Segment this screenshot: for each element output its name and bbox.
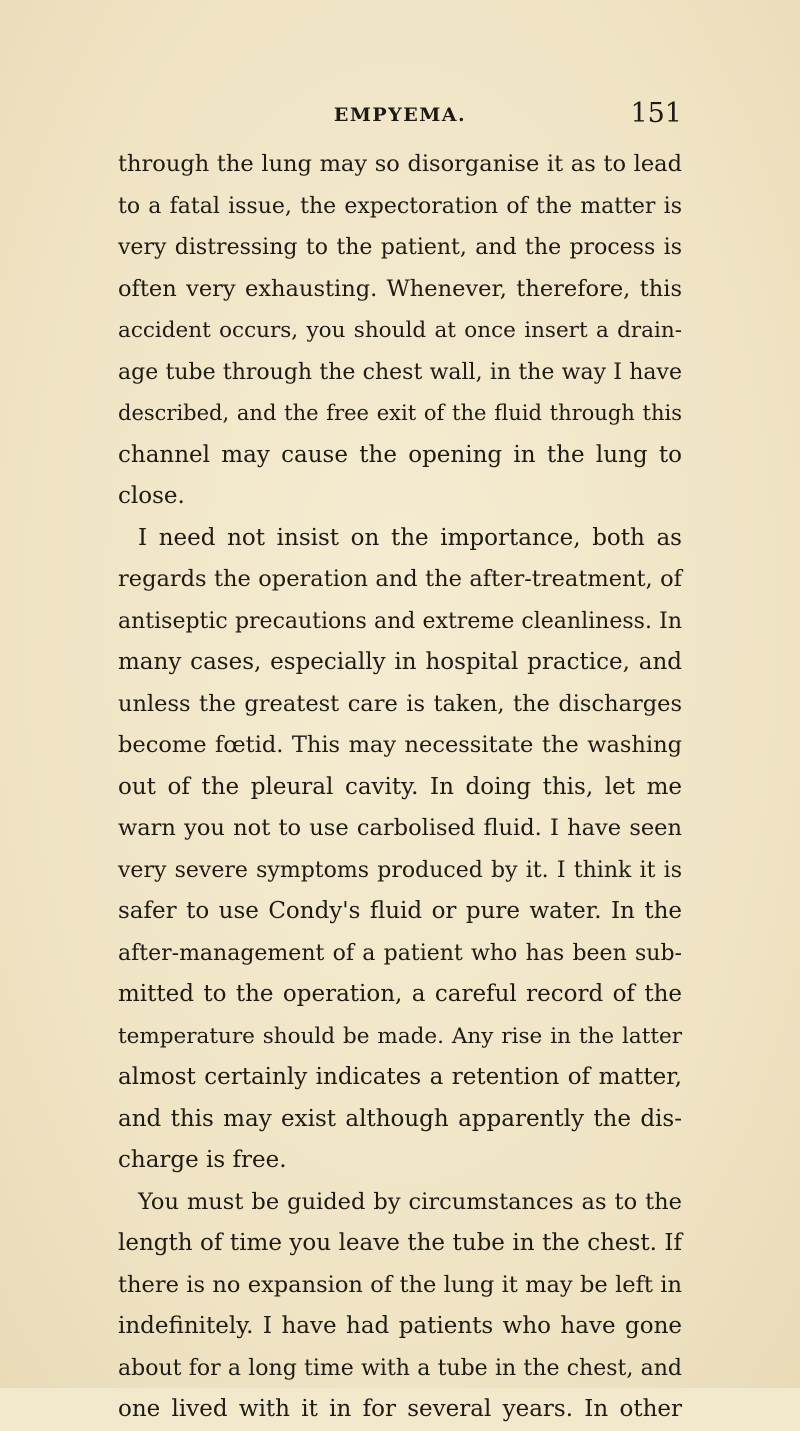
text-line: temperature should be made. Any rise in the latter — [118, 1023, 682, 1049]
text-line: length of time you leave the tube in the chest. If — [118, 1230, 682, 1256]
text-line: channel may cause the opening in the lung to — [118, 441, 682, 468]
paragraph-end-line: charge is free. — [118, 1147, 287, 1173]
text-line: antiseptic precautions and extreme cleanliness. In — [118, 608, 682, 634]
page-header — [0, 98, 800, 138]
page-number: 151 — [630, 98, 682, 129]
running-title: EMPYEMA. — [333, 104, 467, 126]
text-line: become fœtid. This may necessitate the washing — [118, 732, 682, 758]
text-line: and this may exist although apparently the dis- — [118, 1105, 682, 1132]
text-line: almost certainly indicates a retention of matter, — [118, 1064, 682, 1090]
text-line: accident occurs, you should at once insert a drain- — [118, 318, 682, 343]
paragraph-end-line: close. — [118, 483, 185, 509]
text-line: one lived with it in for several years. In other — [118, 1396, 682, 1422]
text-line: warn you not to use carbolised fluid. I have seen — [118, 815, 682, 841]
text-line: to a fatal issue, the expectoration of the matter is — [118, 193, 682, 219]
text-line: safer to use Condy's fluid or pure water. In the — [118, 898, 682, 924]
text-line: age tube through the chest wall, in the way I have — [118, 359, 682, 385]
text-line: indefinitely. I have had patients who have gone — [118, 1313, 682, 1339]
text-line: described, and the free exit of the fluid through this — [118, 401, 682, 425]
text-line: out of the pleural cavity. In doing this, let me — [118, 773, 682, 800]
text-line: very distressing to the patient, and the process is — [118, 235, 682, 260]
text-line: regards the operation and the after-treatment, of — [118, 566, 682, 592]
text-line: after-management of a patient who has been sub- — [118, 940, 682, 966]
text-line: through the lung may so disorganise it as to lead — [118, 151, 682, 177]
text-line: very severe symptoms produced by it. I think it is — [118, 857, 682, 883]
text-line: many cases, especially in hospital practice, and — [118, 649, 682, 675]
text-line: unless the greatest care is taken, the discharges — [118, 690, 682, 717]
text-line: there is no expansion of the lung it may be left in — [118, 1271, 682, 1298]
text-line: about for a long time with a tube in the chest, and — [118, 1355, 682, 1381]
paragraph-start-line: I need not insist on the importance, both as — [138, 524, 682, 551]
paragraph-start-line: You must be guided by circumstances as to the — [138, 1188, 682, 1215]
text-line: often very exhausting. Whenever, therefore, this — [118, 275, 682, 302]
body-text — [118, 144, 682, 1431]
text-line: mitted to the operation, a careful record of the — [118, 981, 682, 1007]
